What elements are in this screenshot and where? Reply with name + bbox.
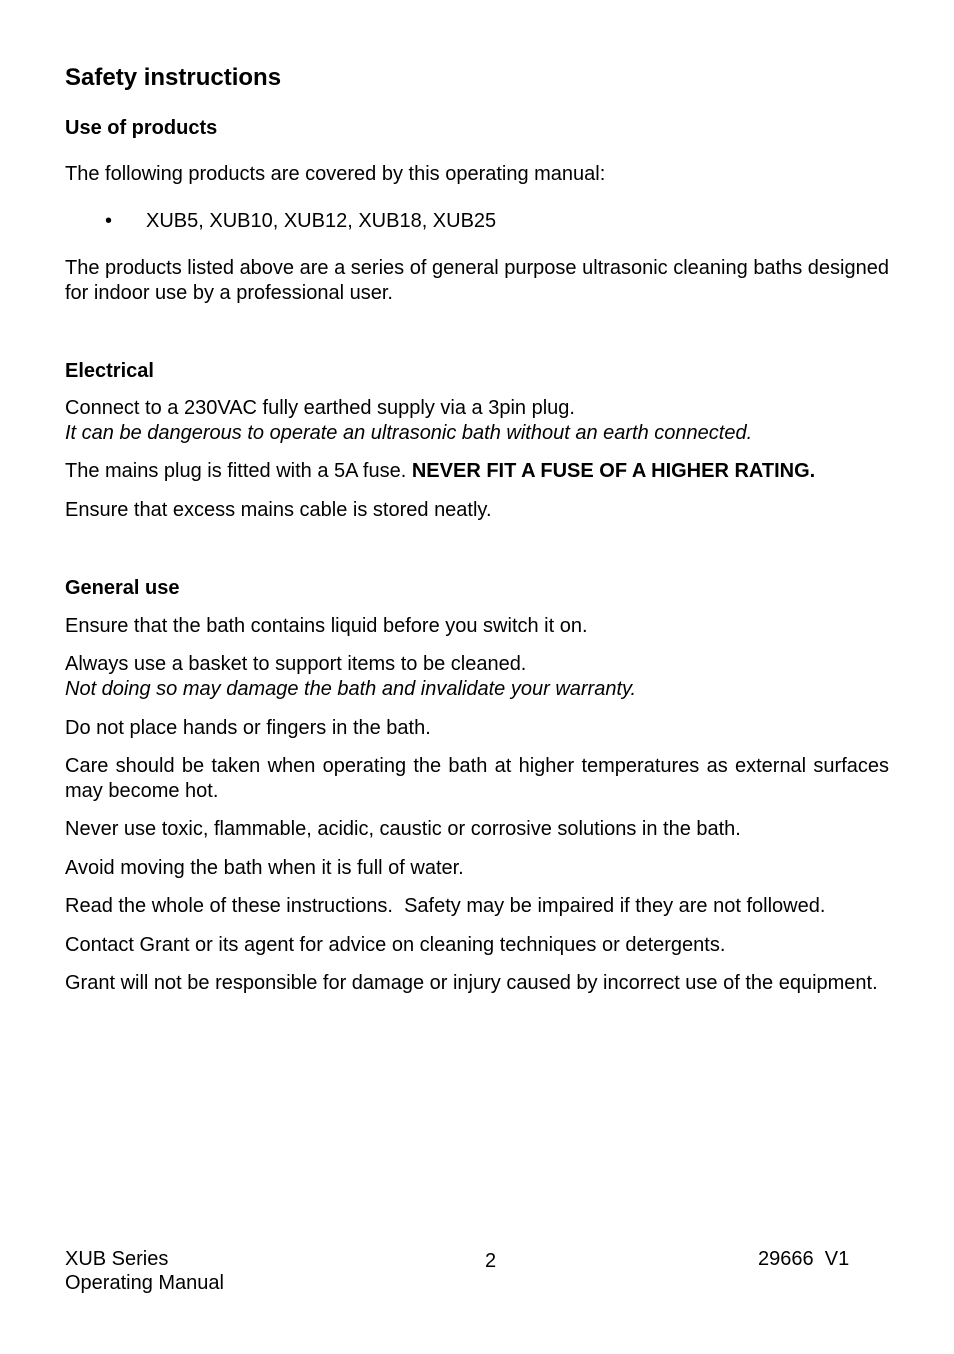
- electrical-fuse: [65, 459, 889, 484]
- general-temperature: Care should be taken when operating the bath at higher temperatures as external surfaces may become hot.: [65, 755, 889, 802]
- footer-series: XUB Series: [65, 1248, 169, 1270]
- product-models: XUB5, XUB10, XUB12, XUB18, XUB25: [146, 210, 497, 232]
- general-basket: [65, 652, 889, 702]
- electrical-connect-text: Connect to a 230VAC fully earthed supply via a 3pin plug.: [65, 397, 575, 419]
- general-moving: Avoid moving the bath when it is full of water.: [65, 857, 464, 879]
- bullet-icon: •: [105, 210, 113, 232]
- page-number: 2: [485, 1250, 497, 1272]
- fuse-warning: NEVER FIT A FUSE OF A HIGHER RATING.: [411, 460, 816, 482]
- general-solutions: Never use toxic, flammable, acidic, caustic or corrosive solutions in the bath.: [65, 818, 741, 840]
- document-reference: 29666 V1: [758, 1248, 850, 1270]
- section-heading-general-use: General use: [65, 577, 180, 599]
- general-hands: Do not place hands or fingers in the bath.: [65, 717, 431, 739]
- footer-manual: Operating Manual: [65, 1272, 224, 1294]
- products-intro: The following products are covered by this operating manual:: [65, 163, 606, 185]
- section-heading-use-of-products: Use of products: [65, 117, 218, 139]
- electrical-earth-warning: It can be dangerous to operate an ultrasonic bath without an earth connected.: [65, 422, 753, 444]
- electrical-cable: Ensure that excess mains cable is stored neatly.: [65, 499, 492, 521]
- products-description: The products listed above are a series of general purpose ultrasonic cleaning baths designed for indoor use by a professional user.: [65, 257, 889, 304]
- page-title: Safety instructions: [65, 64, 282, 91]
- general-basket-warning: Not doing so may damage the bath and invalidate your warranty.: [65, 678, 637, 700]
- section-heading-electrical: Electrical: [65, 360, 154, 382]
- footer-left: [65, 1247, 224, 1295]
- general-read: Read the whole of these instructions. Safety may be impaired if they are not followed.: [65, 895, 826, 917]
- general-basket-text: Always use a basket to support items to be cleaned.: [65, 653, 527, 675]
- fuse-text: The mains plug is fitted with a 5A fuse.: [65, 460, 412, 482]
- general-responsibility: Grant will not be responsible for damage or injury caused by incorrect use of the equipment.: [65, 972, 878, 994]
- general-contact: Contact Grant or its agent for advice on cleaning techniques or detergents.: [65, 934, 726, 956]
- electrical-connect: [65, 396, 889, 446]
- general-liquid: Ensure that the bath contains liquid before you switch it on.: [65, 615, 588, 637]
